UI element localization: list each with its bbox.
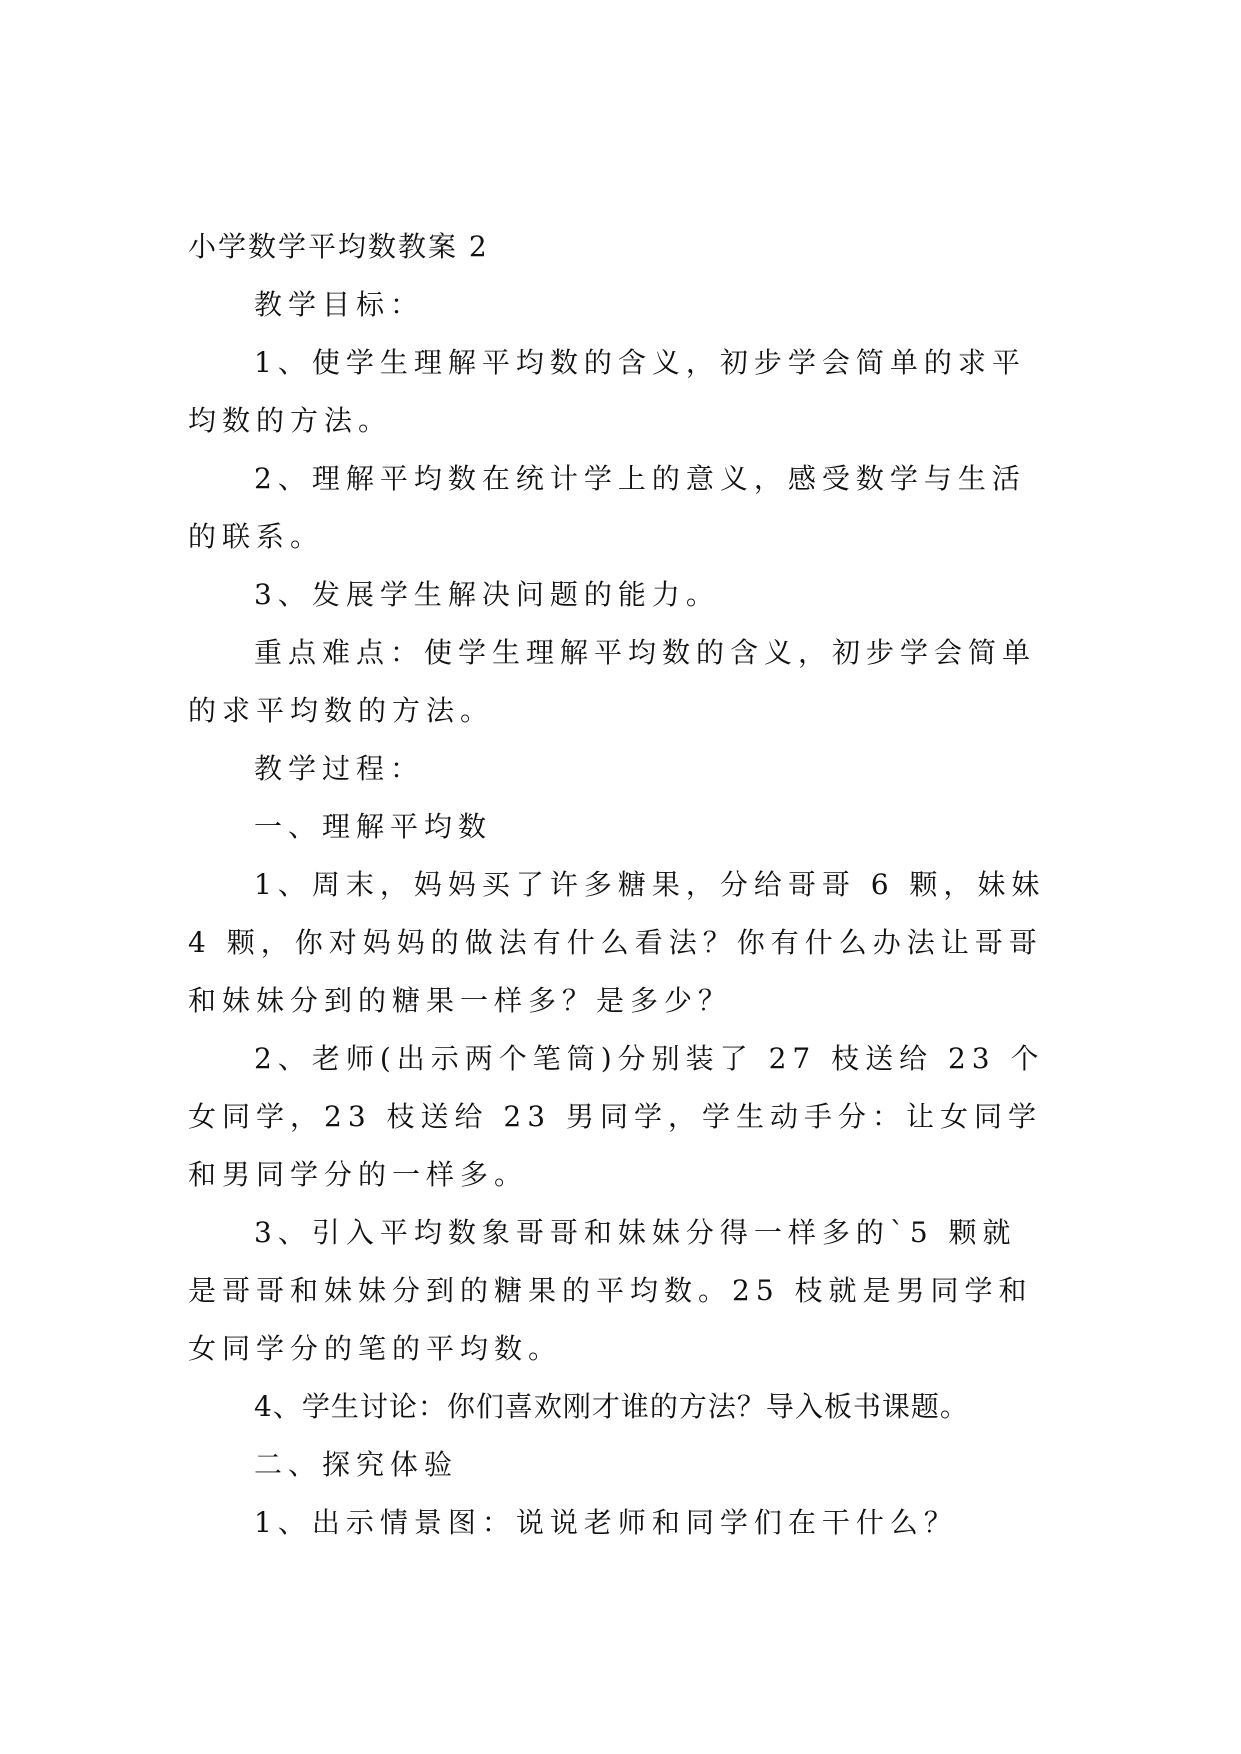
- paragraph-teaching-goals-heading: 教学目标：: [254, 288, 425, 321]
- paragraph-section-2-step-1: 1、出示情景图：说说老师和同学们在干什么？: [254, 1506, 958, 1539]
- paragraph-step-2: 2、老师(出示两个笔筒)分别装了 27 枝送给 23 个女同学，23 枝送给 23 男同学，学生动手分：让女同学和男同学分的一样多。: [188, 1042, 1045, 1191]
- paragraph-section-2-heading: 二、探究体验: [254, 1448, 459, 1481]
- document-body: [188, 218, 1048, 1552]
- paragraph-step-3: 3、引入平均数象哥哥和妹妹分得一样多的`5 颗就是哥哥和妹妹分到的糖果的平均数。25 枝就是男同学和女同学分的笔的平均数。: [188, 1216, 1033, 1365]
- paragraph-step-4: 4、学生讨论：你们喜欢刚才谁的方法？导入板书课题。: [254, 1390, 969, 1423]
- paragraph-section-1-heading: 一、理解平均数: [254, 810, 493, 843]
- paragraph-teaching-process-heading: 教学过程：: [254, 752, 425, 785]
- paragraph-goal-3: 3、发展学生解决问题的能力。: [254, 578, 720, 611]
- paragraph-goal-1: 1、使学生理解平均数的含义，初步学会简单的求平均数的方法。: [188, 346, 1026, 437]
- document-title: 小学数学平均数教案 2: [188, 230, 489, 263]
- paragraph-goal-2: 2、理解平均数在统计学上的意义，感受数学与生活的联系。: [188, 462, 1026, 553]
- paragraph-step-1: 1、周末，妈妈买了许多糖果，分给哥哥 6 颗，妹妹 4 颗，你对妈妈的做法有什么看法？你有什么办法让哥哥和妹妹分到的糖果一样多？是多少？: [188, 868, 1046, 1017]
- paragraph-key-difficulties: 重点难点：使学生理解平均数的含义，初步学会简单的求平均数的方法。: [188, 636, 1037, 727]
